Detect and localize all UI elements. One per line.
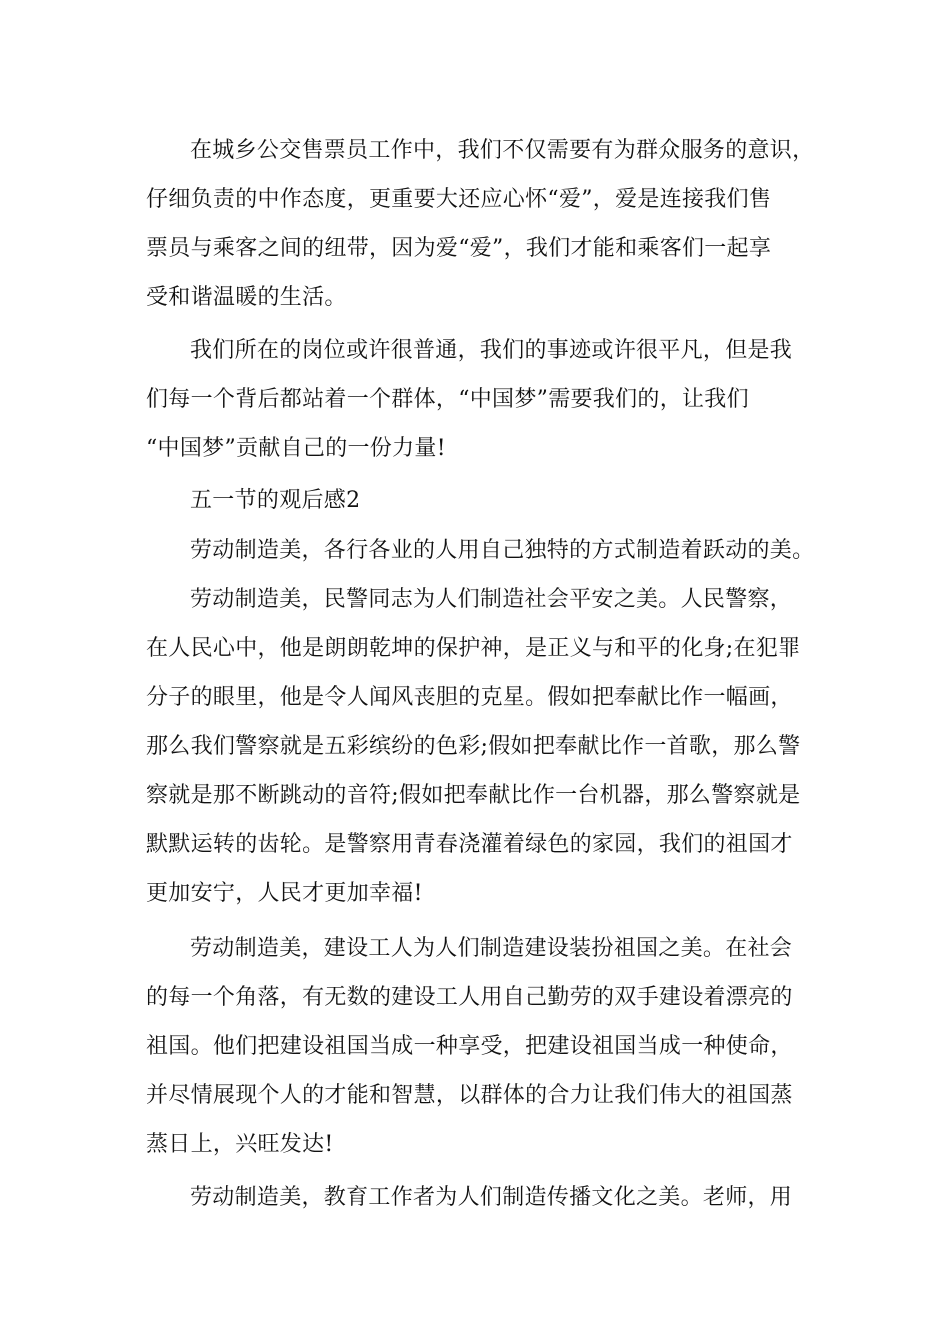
text-line: 仔细负责的中作态度，更重要大还应心怀“爱”，爱是连接我们售 — [146, 187, 772, 212]
text-line: 那么我们警察就是五彩缤纷的色彩;假如把奉献比作一首歌，那么警 — [146, 734, 801, 759]
text-line: 受和谐温暖的生活。 — [146, 285, 347, 310]
text-line: 们每一个背后都站着一个群体，“中国梦”需要我们的，让我们 — [146, 387, 749, 412]
text-line: 祖国。他们把建设祖国当成一种享受，把建设祖国当成一种使命， — [146, 1034, 793, 1059]
text-line: 更加安宁，人民才更加幸福! — [146, 881, 423, 906]
section-heading: 五一节的观后感2 — [190, 488, 361, 513]
text-line: 劳动制造美，教育工作者为人们制造传播文化之美。老师，用 — [190, 1185, 793, 1210]
text-line: 默默运转的齿轮。是警察用青春浇灌着绿色的家园，我们的祖国才 — [146, 832, 793, 857]
text-line: 的每一个角落，有无数的建设工人用自己勤劳的双手建设着漂亮的 — [146, 985, 793, 1010]
text-line: 分子的眼里，他是令人闻风丧胆的克星。假如把奉献比作一幅画， — [146, 685, 793, 710]
text-line: 劳动制造美，各行各业的人用自己独特的方式制造着跃动的美。 — [190, 538, 815, 563]
text-line: 劳动制造美，建设工人为人们制造建设装扮祖国之美。在社会 — [190, 936, 793, 961]
text-line: 蒸日上，兴旺发达! — [146, 1132, 334, 1157]
text-line: “中国梦”贡献自己的一份力量! — [146, 436, 446, 461]
text-line: 并尽情展现个人的才能和智慧，以群体的合力让我们伟大的祖国蒸 — [146, 1083, 793, 1108]
text-line: 劳动制造美，民警同志为人们制造社会平安之美。人民警察， — [190, 587, 793, 612]
text-line: 票员与乘客之间的纽带，因为爱“爱”，我们才能和乘客们一起享 — [146, 236, 772, 261]
text-line: 在城乡公交售票员工作中，我们不仅需要有为群众服务的意识， — [190, 138, 815, 163]
text-line: 察就是那不断跳动的音符;假如把奉献比作一台机器，那么警察就是 — [146, 783, 801, 808]
text-line: 在人民心中，他是朗朗乾坤的保护神，是正义与和平的化身;在犯罪 — [146, 636, 801, 661]
text-line: 我们所在的岗位或许很普通，我们的事迹或许很平凡，但是我 — [190, 338, 793, 363]
